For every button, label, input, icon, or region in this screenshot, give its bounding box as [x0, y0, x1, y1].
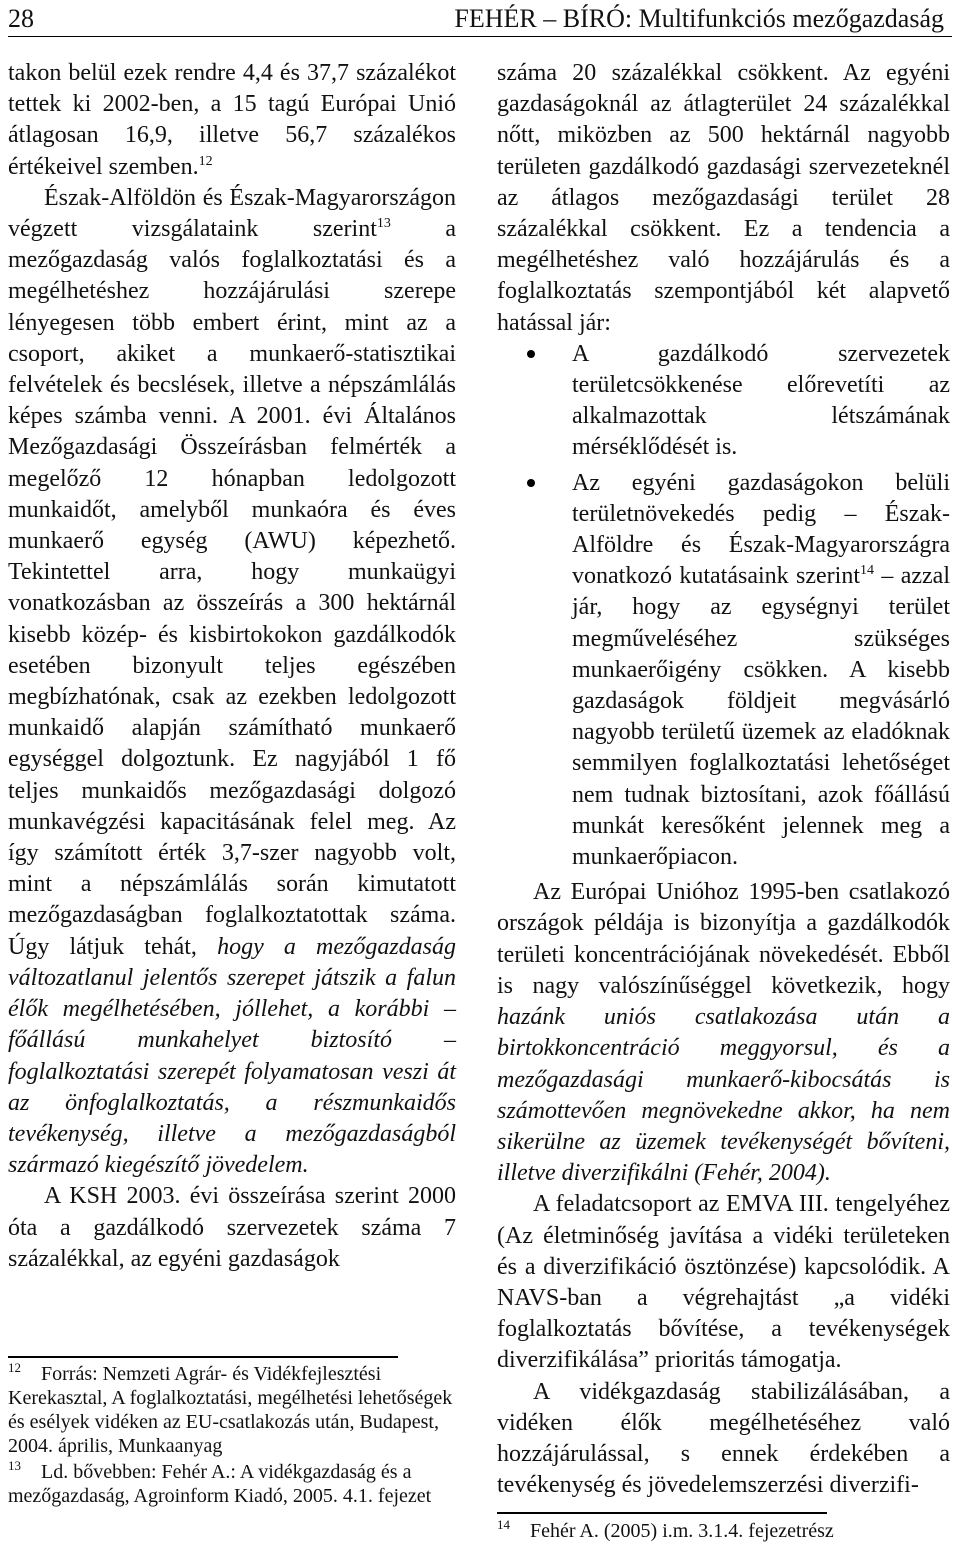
footnote-ref-13[interactable]: 13 [376, 216, 391, 232]
left-paragraph-3: A KSH 2003. évi összeírása szerint 2000 óta a gazdálkodó szervezetek száma 7 százalékkal, az egyéni gazdaságok [8, 1183, 456, 1272]
left-p1-text: takon belül ezek rendre 4,4 és 37,7 százalékot tettek ki 2002-ben, a 15 tagú Európai Unió átlagosan 16,9, illetve 56,7 százalékos értékeivel szemben. [8, 60, 456, 180]
footnote-14 [497, 1519, 950, 1543]
bullet2-text-a: Az egyéni gazdaságokon belüli területnövekedés pedig – Észak-Alföldre és Észak-Magyarországra vonatkozó kutatásaink szerint [572, 469, 950, 590]
footnotes-right [497, 1519, 950, 1545]
bullet-item: A gazdálkodó szervezetek területcsökkenése előrevetíti az alkalmazottak létszámának mérséklődését is. [497, 339, 950, 464]
footnote-number: 13 [8, 1458, 21, 1474]
left-paragraph-2 [8, 183, 456, 1182]
footnote-separator-right [497, 1512, 827, 1514]
footnote-text: Forrás: Nemzeti Agrár- és Vidékfejlesztési Kerekasztal, A foglalkoztatási, megélhetési lehetőségek és esélyek vidéken az EU-csatlakozás után, Budapest, 2004. április, Munkaanyag [8, 1363, 453, 1457]
footnote-separator-left [8, 1356, 398, 1358]
running-title: FEHÉR – BÍRÓ: Multifunkciós mezőgazdaság [454, 4, 944, 33]
bullet-list [497, 339, 950, 873]
right-paragraph-3: A feladatcsoport az EMVA III. tengelyéhez (Az életminőség javítása a vidéki területeken és a diverzifikáció ösztönzése) kapcsolódik. A NAVS-ban a végrehajtást „a vidéki foglalkoztatás bővítése, a tevékenységek diverzifikálása” prioritás támogatja. [497, 1191, 950, 1374]
page-header [8, 2, 952, 37]
left-p2-text-b: a mezőgazdaság valós foglalkoztatási és a megélhetéshez hozzájárulási szerepe lényegesen több embert érint, mint az a csoport, akiket a munkaerő-statisztikai felvételek és becslések, illetve a népszámlálás képes számba venni. A 2001. évi Általános Mezőgazdasági Összeírásban felmérték a megelőző 12 hónapban ledolgozott munkaidőt, amelyből munkaóra és éves munkaerő egység (AWU) képezhető. Tekintettel arra, hogy munkaügyi vonatkozásban az összeírás a 300 hektárnál kisebb közép- és kisbirtokokon gazdálkodók esetében bizonyult teljes egészében megbízhatónak, csak az ezekben ledolgozott munkaidő alapján számítható munkaerő egységgel dolgoztunk. Ez nagyjából 1 fő teljes munkaidős mezőgazdasági dolgozó munkavégzési kapacitásának felel meg. Az így számított érték 3,7-szer nagyobb volt, mint a népszámlálás során kimutatott mezőgazdaságban foglalkoztatottak száma. Úgy látjuk tehát, [8, 216, 456, 960]
footnote-text: Ld. bővebben: Fehér A.: A vidékgazdaság és a mezőgazdaság, Agroinform Kiadó, 2005. 4.1. fejezet [8, 1461, 432, 1507]
right-paragraph-4: A vidékgazdaság stabilizálásában, a vidéken élők megélhetéséhez való hozzájárulással, s ennek érdekében a tevékenység és jövedelemszerzési diverzifi- [497, 1378, 950, 1499]
left-p2-italic: hogy a mezőgazdaság változatlanul jelentős szerepet játszik a falun élők megélhetésében, jóllehet, a korábbi – főállású munkahelyet biztosító – foglalkoztatási szerepét folyamatosan veszi át az önfoglalkoztatás, a részmunkaidős tevékenység, illetve a mezőgazdaságból származó kiegészítő jövedelem. [8, 933, 456, 1179]
right-column [497, 58, 950, 1501]
footnote-text: Fehér A. (2005) i.m. 3.1.4. fejezetrész [530, 1520, 834, 1542]
footnotes-left [8, 1362, 456, 1510]
left-column [8, 58, 456, 1275]
right-paragraph-2 [497, 877, 950, 1189]
footnote-12 [8, 1362, 456, 1458]
left-p2-text-a: Észak-Alföldön és Észak-Magyarországon végzett vizsgálataink szerint [8, 184, 456, 243]
bullet-item [497, 468, 950, 874]
right-paragraph-1: száma 20 százalékkal csökkent. Az egyéni gazdaságoknál az átlagterület 24 százalékkal nőtt, miközben az 500 hektárnál nagyobb területen gazdálkodó gazdasági szervezeteknél az átlagos mezőgazdasági terület 28 százalékkal csökkent. Ez a tendencia a megélhetéshez való hozzájárulás és a foglalkoztatás szempontjából két alapvető hatással jár: [497, 60, 950, 336]
bullet2-text-b: – azzal jár, hogy az egységnyi terület megműveléséhez szükséges munkaerőigény csökken. A kisebb gazdaságok földjeit megvásárló nagyobb területű üzemek az eladóknak semmilyen foglalkoztatási lehetőséget nem tudnak biztosítani, azok főállású munkát keresőként jelennek meg a munkaerőpiacon. [572, 563, 950, 871]
page-number: 28 [8, 4, 34, 33]
footnote-number: 12 [8, 1360, 21, 1376]
left-paragraph-1 [8, 58, 456, 183]
footnote-number: 14 [497, 1517, 510, 1533]
footnote-ref-14[interactable]: 14 [859, 563, 874, 579]
right-p2-text: Az Európai Unióhoz 1995-ben csatlakozó országok példája is bizonyítja a gazdálkodók területi koncentrációjának növekedését. Ebből is nagy valószínűséggel következik, hogy [497, 879, 950, 999]
footnote-13 [8, 1460, 456, 1508]
right-p2-italic: hazánk uniós csatlakozása után a birtokkoncentráció meggyorsul, és a mezőgazdasági munkaerő-kibocsátás is számottevően megnövekedne akkor, ha nem sikerülne az üzemek tevékenységét bővíteni, illetve diverzifikálni (Fehér, 2004). [497, 1004, 950, 1187]
footnote-ref-12[interactable]: 12 [198, 153, 213, 169]
